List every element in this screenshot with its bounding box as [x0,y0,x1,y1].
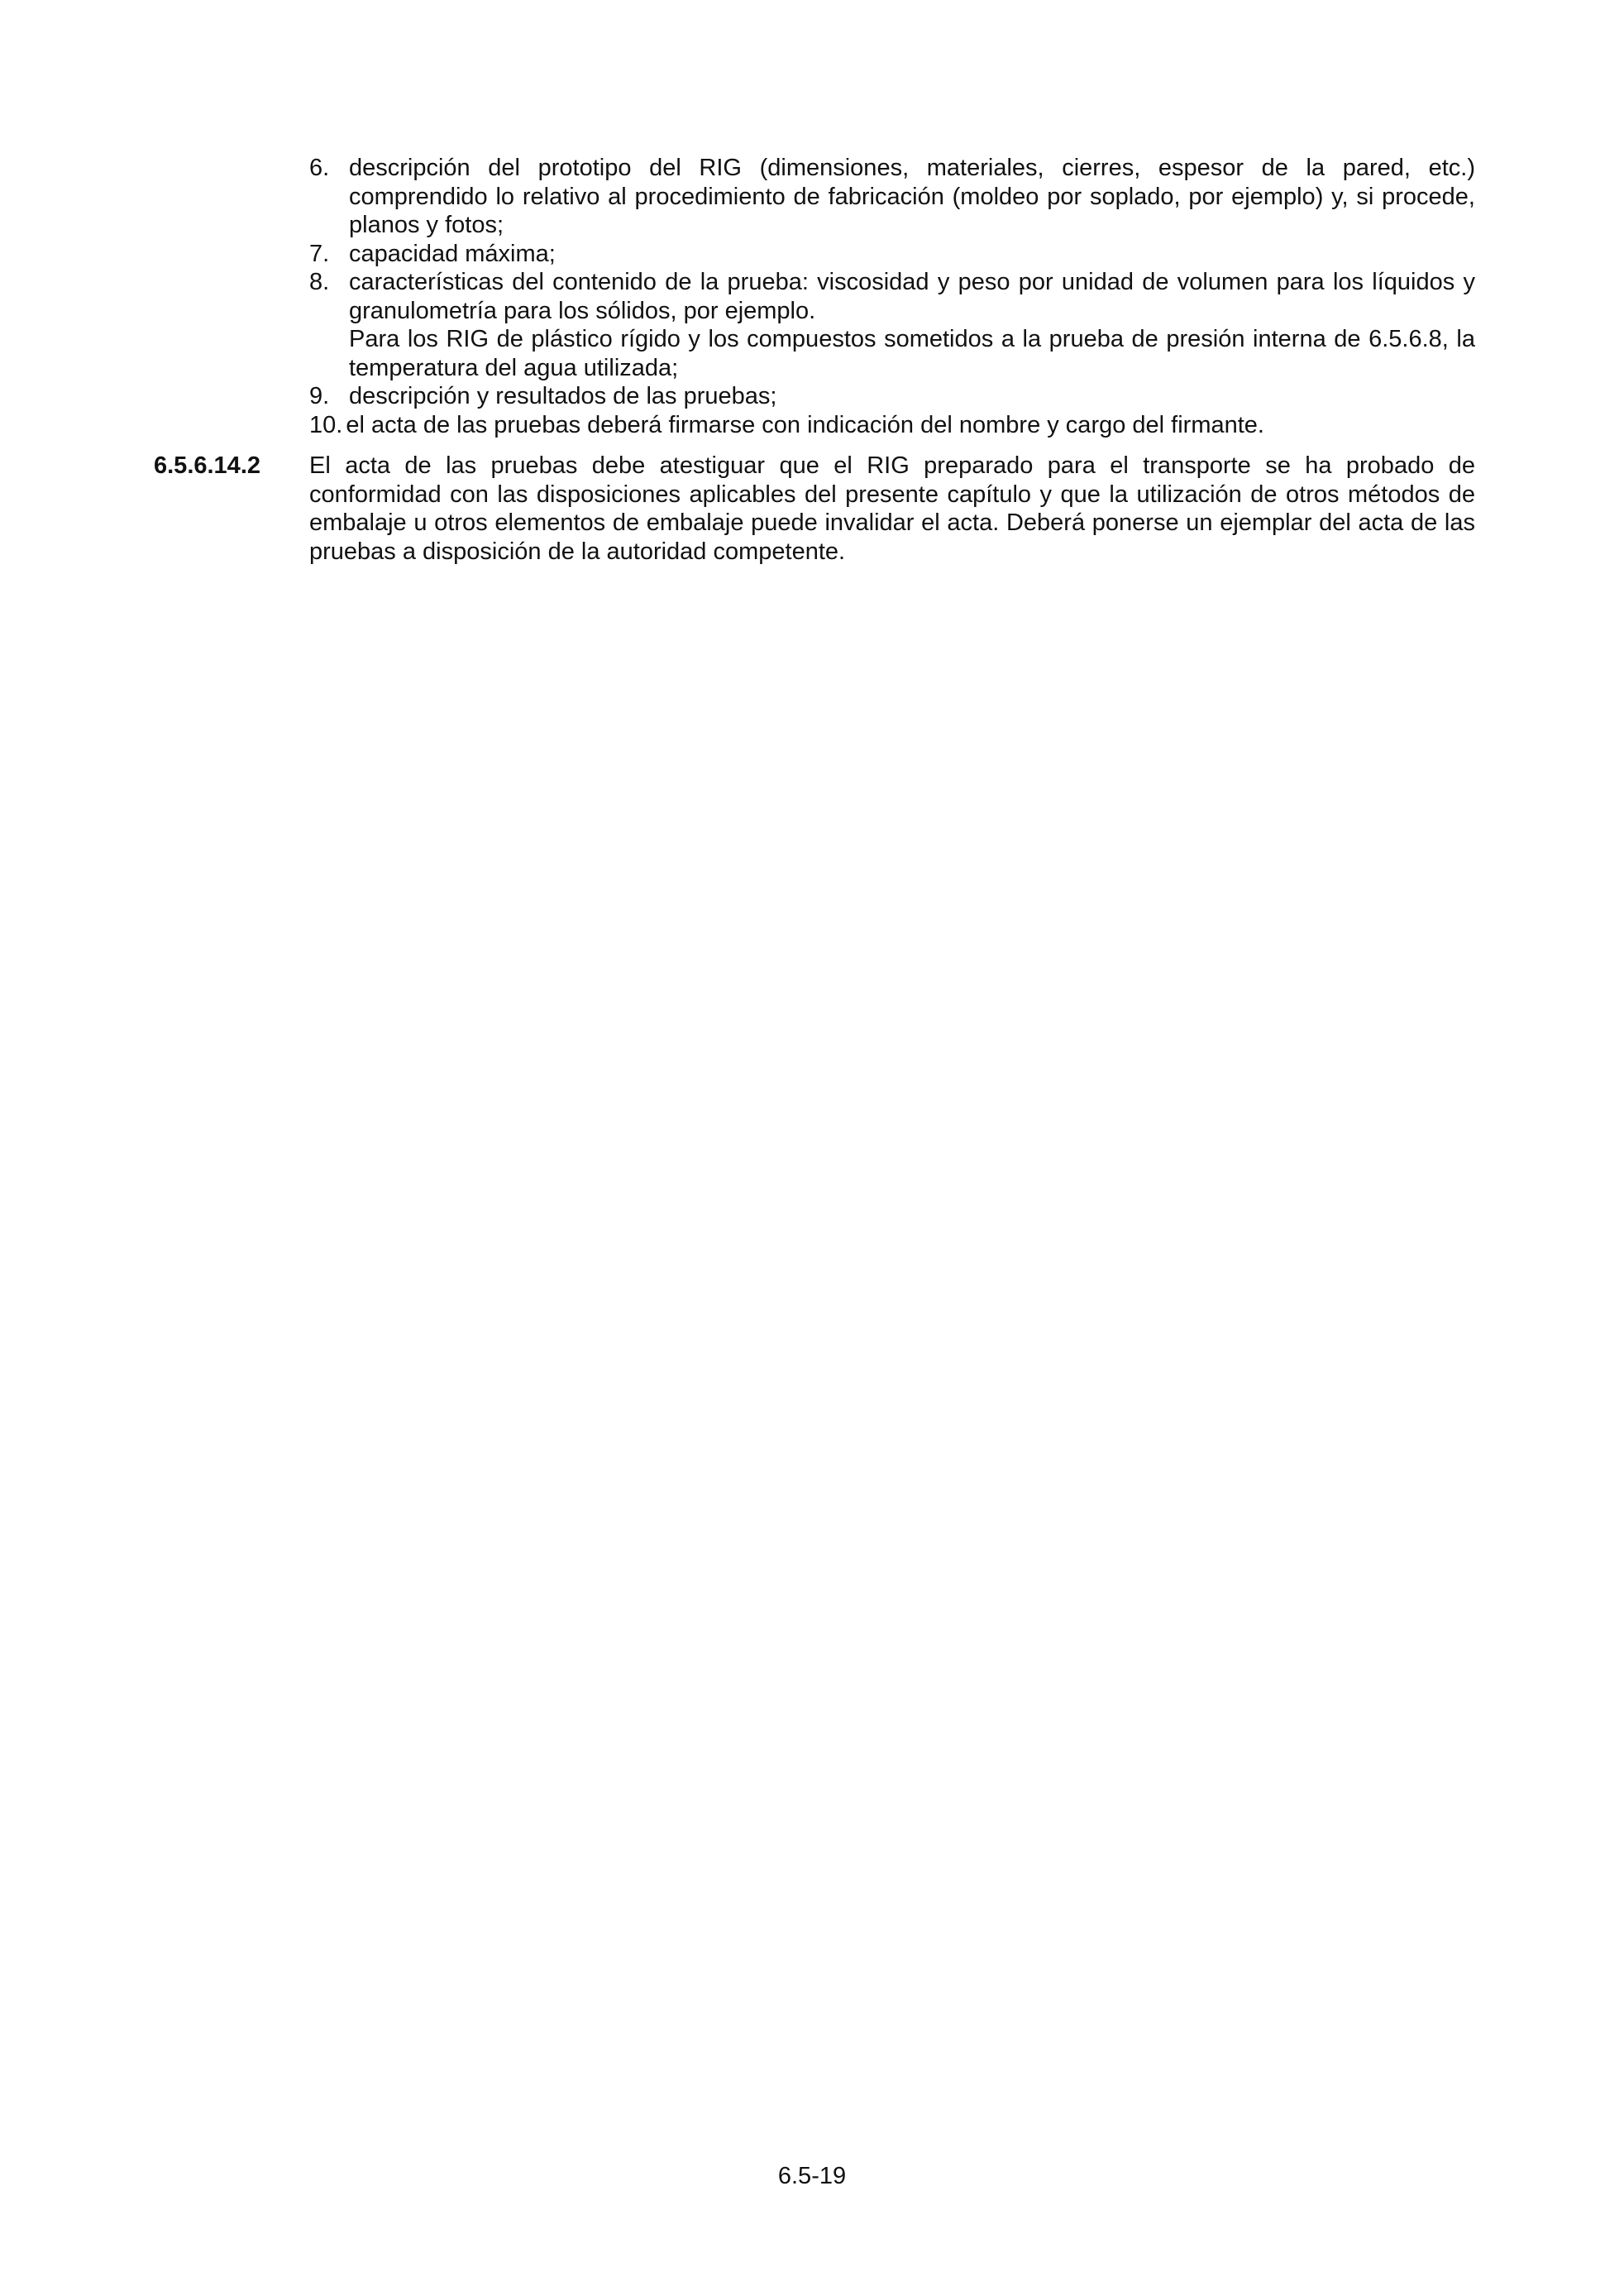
numbered-list [309,154,1475,439]
section-paragraph [154,452,1475,566]
page-number: 6.5-19 [777,2163,847,2189]
list-item-number: 8. [309,269,330,295]
list-item [309,411,1475,440]
list-item [309,268,1475,382]
list-item-text: descripción y resultados de las pruebas; [349,383,777,409]
list-item [309,382,1475,411]
list-item-number: 10. [309,411,343,438]
list-item-text: descripción del prototipo del RIG (dimensiones, materiales, cierres, espesor de la pared, etc.) comprendido lo relativo al procedimiento de fabricación (moldeo por soplado, por ejemplo) y, si procede, planos y fotos; [349,155,1475,238]
list-item-text: capacidad máxima; [349,240,556,267]
list-item-text: el acta de las pruebas deberá firmarse con indicación del nombre y cargo del firmante. [346,411,1264,438]
list-item-number: 6. [309,155,330,181]
list-item [309,154,1475,240]
list-item-subtext: Para los RIG de plástico rígido y los compuestos sometidos a la prueba de presión interna de 6.5.6.8, la temperatura del agua utilizada; [349,326,1475,381]
list-item-text: características del contenido de la prueba: viscosidad y peso por unidad de volumen para los líquidos y granulometría para los sólidos, por ejemplo. [349,269,1475,324]
list-item-number: 9. [309,383,330,409]
list-item-number: 7. [309,240,330,267]
section-text: El acta de las pruebas debe atestiguar que el RIG preparado para el transporte se ha probado de conformidad con las disposiciones aplicables del presente capítulo y que la utilización de otros métodos de embalaje u otros elementos de embalaje puede invalidar el acta. Deberá ponerse un ejemplar del acta de las pruebas a disposición de la autoridad competente. [309,452,1475,565]
list-item [309,240,1475,269]
section-number: 6.5.6.14.2 [154,452,260,479]
